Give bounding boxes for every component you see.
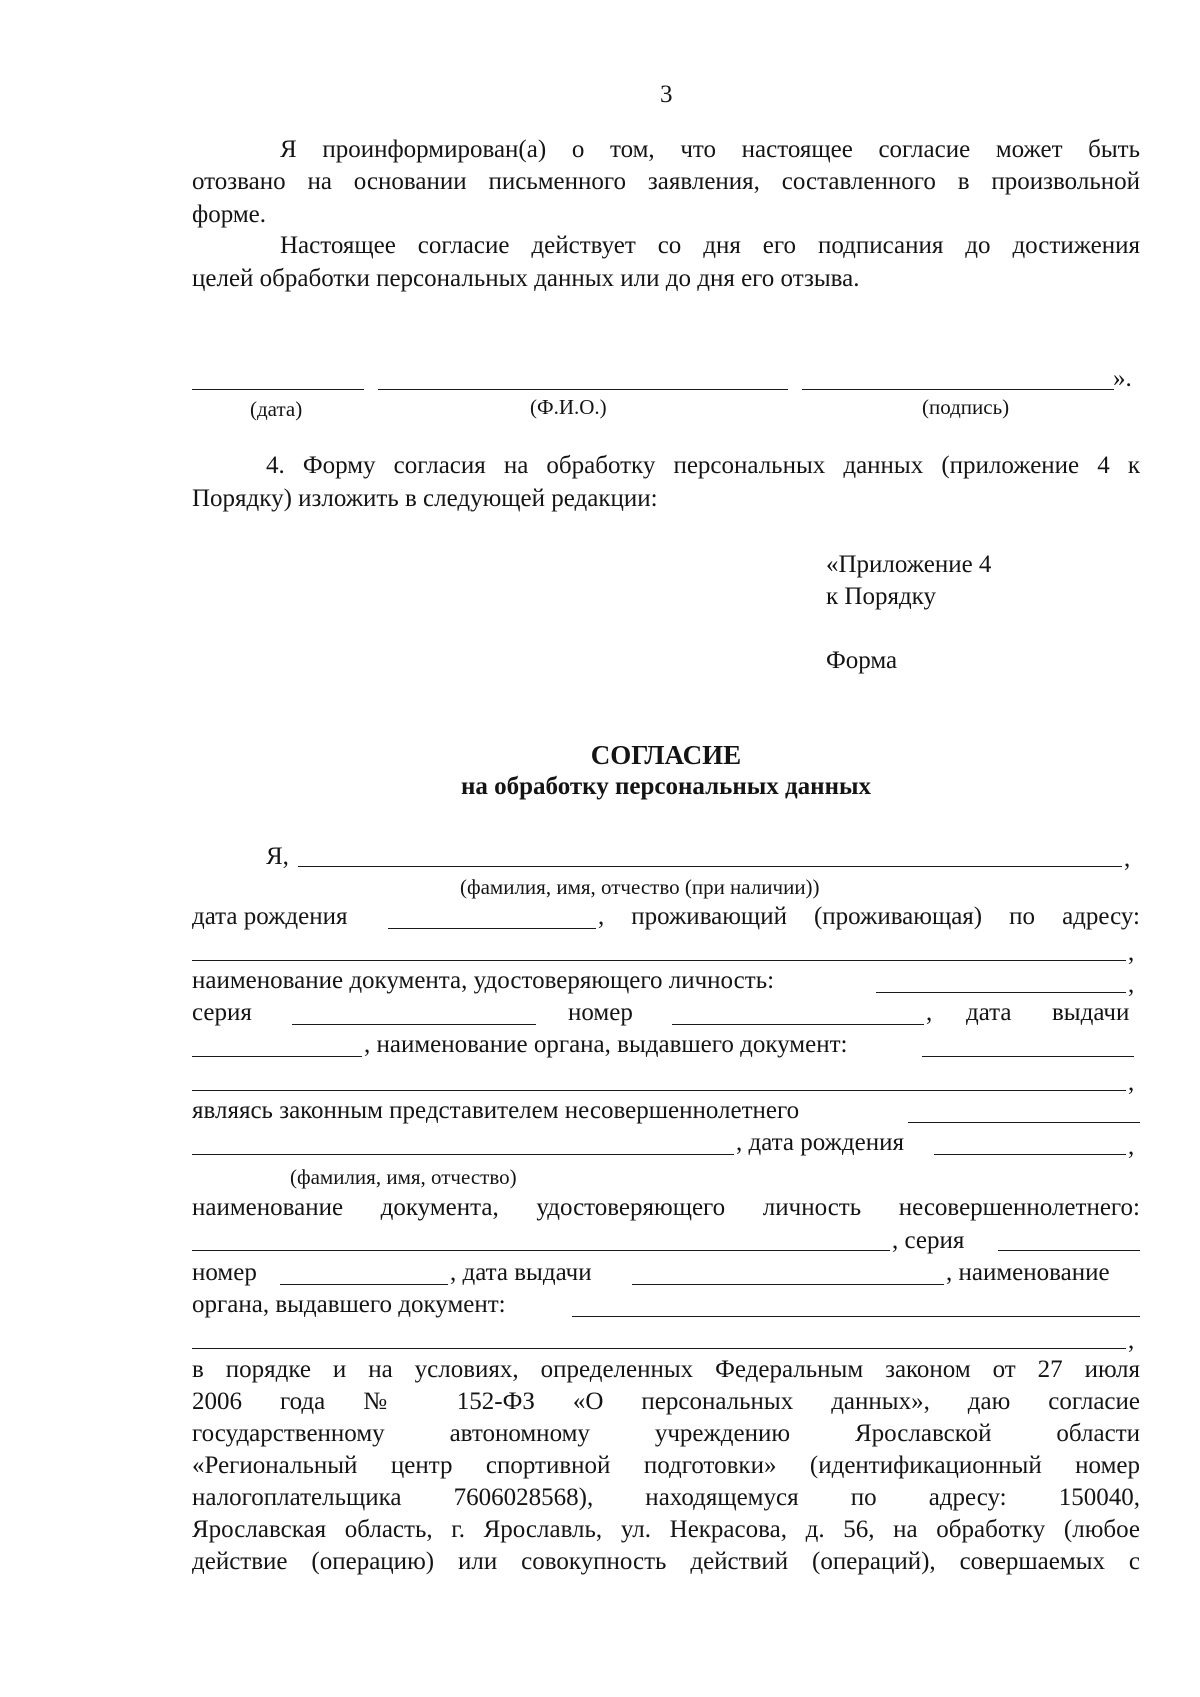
paragraph-validity-line-1: Настоящее согласие действует со дня его подписания до достижения: [280, 232, 1140, 259]
form-label: Форма: [826, 647, 898, 674]
document-subtitle: на обработку персональных данных: [461, 773, 871, 800]
consent-line-3: государственному автономному учреждению Ярославской области: [192, 1420, 1140, 1447]
consent-line-7: действие (операцию) или совокупность действий (операций), совершаемых с: [192, 1548, 1140, 1575]
number-label-2: номер: [192, 1259, 257, 1286]
comma: ,: [1124, 845, 1131, 872]
birth-date-line: [388, 928, 596, 929]
fio-line: [378, 389, 788, 390]
residing-text: , проживающий (проживающая) по адресу:: [598, 903, 1140, 930]
comma: ,: [1128, 1133, 1135, 1160]
minor-name-line: [908, 1122, 1140, 1123]
consent-line-1: в порядке и на условиях, определенных Федеральным законом от 27 июля: [192, 1356, 1140, 1383]
appendix-label: «Приложение 4: [826, 551, 992, 578]
issuing-org-line-3: [572, 1316, 1140, 1317]
item-4-line-2: Порядку) изложить в следующей редакции:: [192, 485, 658, 512]
date-line: [192, 389, 364, 390]
series-line: [292, 1024, 536, 1025]
number-line-2: [280, 1284, 448, 1285]
signature-line: [802, 389, 1114, 390]
item-4-line-1: 4. Форму согласия на обработку персональных данных (приложение 4 к: [266, 452, 1140, 479]
issue-date-label-3: , дата выдачи: [450, 1259, 592, 1286]
number-line: [672, 1024, 924, 1025]
legal-rep-label: являясь законным представителем несовершеннолетнего: [192, 1097, 800, 1124]
caption-fio: (Ф.И.О.): [530, 395, 607, 419]
caption-fio-short: (фамилия, имя, отчество): [290, 1165, 517, 1189]
appendix-order: к Порядку: [826, 583, 936, 610]
consent-line-2: 2006 года № 152-ФЗ «О персональных данных», даю согласие: [192, 1388, 1140, 1415]
naming-label: , наименование: [946, 1259, 1110, 1286]
consent-line-6: Ярославская область, г. Ярославль, ул. Некрасова, д. 56, на обработку (любое: [192, 1516, 1140, 1543]
issuing-org-label-2: органа, выдавшего документ:: [192, 1291, 506, 1318]
address-line: [192, 960, 1126, 961]
fio-field-line: [298, 866, 1122, 867]
minor-birth-label: , дата рождения: [736, 1129, 904, 1156]
series-label-2: , серия: [892, 1227, 965, 1254]
comma: ,: [926, 999, 933, 1026]
issue-date-line-2: [632, 1284, 944, 1285]
consent-line-5: налогоплательщика 7606028568), находящемуся по адресу: 150040,: [192, 1484, 1140, 1511]
paragraph-revocation-line-1: Я проинформирован(а) о том, что настоящее согласие может быть: [280, 136, 1140, 163]
paragraph-revocation-line-3: форме.: [192, 201, 266, 228]
consent-line-4: «Региональный центр спортивной подготовки» (идентификационный номер: [192, 1452, 1140, 1479]
comma: ,: [1128, 939, 1135, 966]
issuing-org-line-4: [192, 1348, 1126, 1349]
issuing-org-line-2: [192, 1090, 1126, 1091]
document-title: СОГЛАСИЕ: [590, 740, 742, 770]
document-name-line: [876, 992, 1126, 993]
series-label: серия: [192, 999, 252, 1026]
caption-fio-full: (фамилия, имя, отчество (при наличии)): [460, 875, 820, 899]
issue-date-label: дата: [966, 999, 1012, 1026]
number-label: номер: [568, 999, 633, 1026]
issuing-org-label: , наименование органа, выдавшего документ:: [364, 1031, 848, 1058]
series-line-2: [998, 1250, 1140, 1251]
issue-date-line: [192, 1056, 362, 1057]
paragraph-validity-line-2: целей обработки персональных данных или до дня его отзыва.: [192, 265, 860, 292]
comma: ,: [1128, 971, 1135, 998]
paragraph-revocation-line-2: отозвано на основании письменного заявления, составленного в произвольной: [192, 168, 1140, 195]
document-name-label: наименование документа, удостоверяющего личность:: [192, 967, 775, 994]
minor-document-label: наименование документа, удостоверяющего личность несовершеннолетнего:: [192, 1194, 1140, 1221]
minor-name-line-2: [192, 1154, 734, 1155]
comma: ,: [1128, 1069, 1135, 1096]
issuing-org-line: [922, 1056, 1134, 1057]
minor-birth-line: [934, 1154, 1126, 1155]
minor-document-line: [192, 1250, 890, 1251]
caption-signature: (подпись): [922, 395, 1010, 419]
page-number: 3: [660, 81, 673, 108]
form-ya: Я,: [266, 843, 289, 870]
caption-date: (дата): [250, 397, 303, 421]
comma: ,: [1128, 1327, 1135, 1354]
birth-date-label: дата рождения: [192, 903, 348, 930]
closing-quote: ».: [1113, 365, 1132, 392]
issue-date-label-2: выдачи: [1052, 999, 1130, 1026]
